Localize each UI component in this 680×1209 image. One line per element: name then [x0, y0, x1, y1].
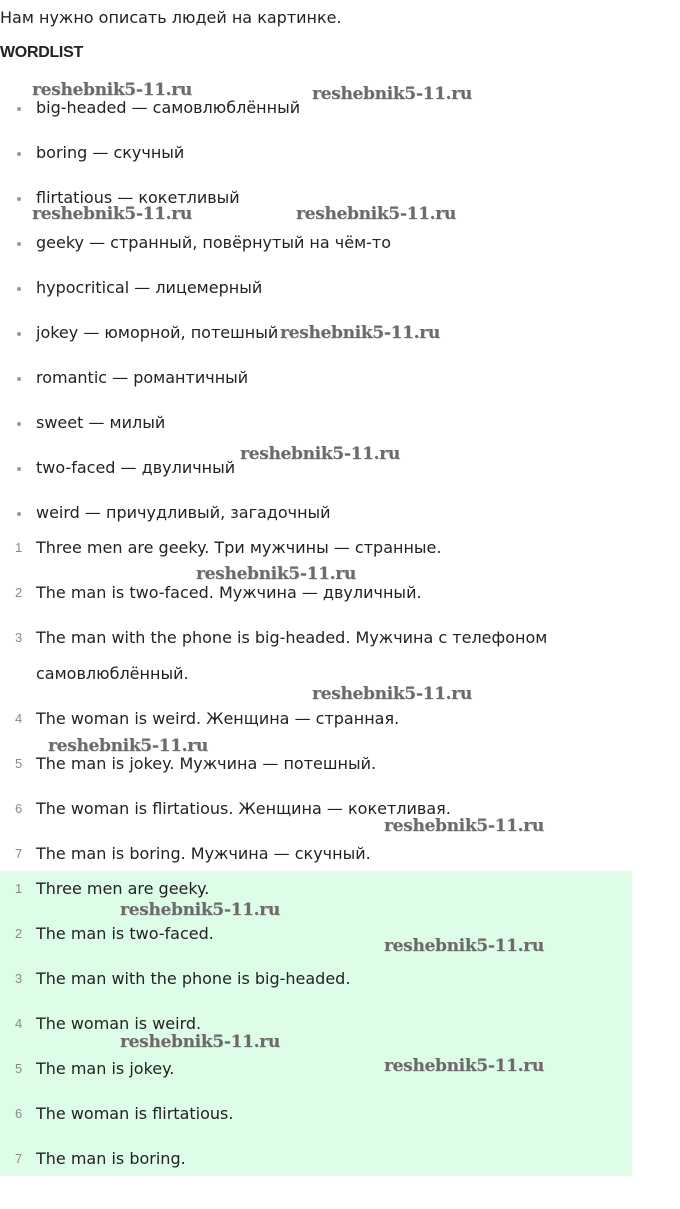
watermark: reshebnik5-11.ru — [384, 936, 544, 956]
item-number: 3 — [15, 630, 23, 645]
item-text: The man is boring. — [36, 1149, 186, 1168]
bullet-icon — [17, 242, 21, 246]
item-number: 1 — [15, 881, 23, 896]
intro-text: Нам нужно описать людей на картинке. — [0, 8, 342, 27]
item-number: 1 — [15, 540, 23, 555]
item-number: 7 — [15, 1151, 23, 1166]
item-text: The woman is weird. — [36, 1014, 202, 1033]
watermark: reshebnik5-11.ru — [296, 204, 456, 224]
watermark: reshebnik5-11.ru — [32, 204, 192, 224]
watermark: reshebnik5-11.ru — [48, 736, 208, 756]
wordlist-heading: WORDLIST — [0, 44, 83, 61]
item-text: Three men are geeky. Три мужчины — странные. — [36, 538, 442, 557]
item-number: 3 — [15, 971, 23, 986]
item-number: 5 — [15, 1061, 23, 1076]
item-number: 2 — [15, 926, 23, 941]
watermark: reshebnik5-11.ru — [240, 444, 400, 464]
bullet-icon — [17, 107, 21, 111]
item-text: The man with the phone is big-headed. — [36, 969, 351, 988]
watermark: reshebnik5-11.ru — [196, 564, 356, 584]
bullet-icon — [17, 422, 21, 426]
item-text: The man is two-faced. — [36, 924, 214, 943]
watermark: reshebnik5-11.ru — [280, 323, 440, 343]
watermark: reshebnik5-11.ru — [32, 80, 192, 100]
item-text: The man is jokey. — [36, 1059, 175, 1078]
bullet-icon — [17, 152, 21, 156]
watermark: reshebnik5-11.ru — [312, 684, 472, 704]
watermark: reshebnik5-11.ru — [120, 1032, 280, 1052]
bullet-icon — [17, 467, 21, 471]
bullet-icon — [17, 332, 21, 336]
item-text: The woman is flirtatious. — [36, 1104, 234, 1123]
item-number: 7 — [15, 846, 23, 861]
watermark: reshebnik5-11.ru — [384, 1056, 544, 1076]
watermark: reshebnik5-11.ru — [120, 900, 280, 920]
watermark: reshebnik5-11.ru — [384, 816, 544, 836]
item-number: 6 — [15, 1106, 23, 1121]
item-text: The man with the phone is big-headed. Мужчина с телефоном — [36, 628, 548, 647]
item-number: 6 — [15, 801, 23, 816]
item-number: 2 — [15, 585, 23, 600]
item-number: 5 — [15, 756, 23, 771]
item-text: The man is jokey. Мужчина — потешный. — [36, 754, 377, 773]
item-text: Three men are geeky. — [36, 879, 210, 898]
item-text: The man is boring. Мужчина — скучный. — [36, 844, 371, 863]
bullet-icon — [17, 287, 21, 291]
item-number: 4 — [15, 1016, 23, 1031]
item-text-continuation: самовлюблённый. — [36, 664, 189, 683]
watermark: reshebnik5-11.ru — [312, 84, 472, 104]
bullet-icon — [17, 512, 21, 516]
bullet-icon — [17, 377, 21, 381]
item-text: The woman is flirtatious. Женщина — кокетливая. — [36, 799, 451, 818]
bullet-icon — [17, 197, 21, 201]
item-text: The woman is weird. Женщина — странная. — [36, 709, 400, 728]
item-text: The man is two-faced. Мужчина — двуличный. — [36, 583, 422, 602]
item-number: 4 — [15, 711, 23, 726]
